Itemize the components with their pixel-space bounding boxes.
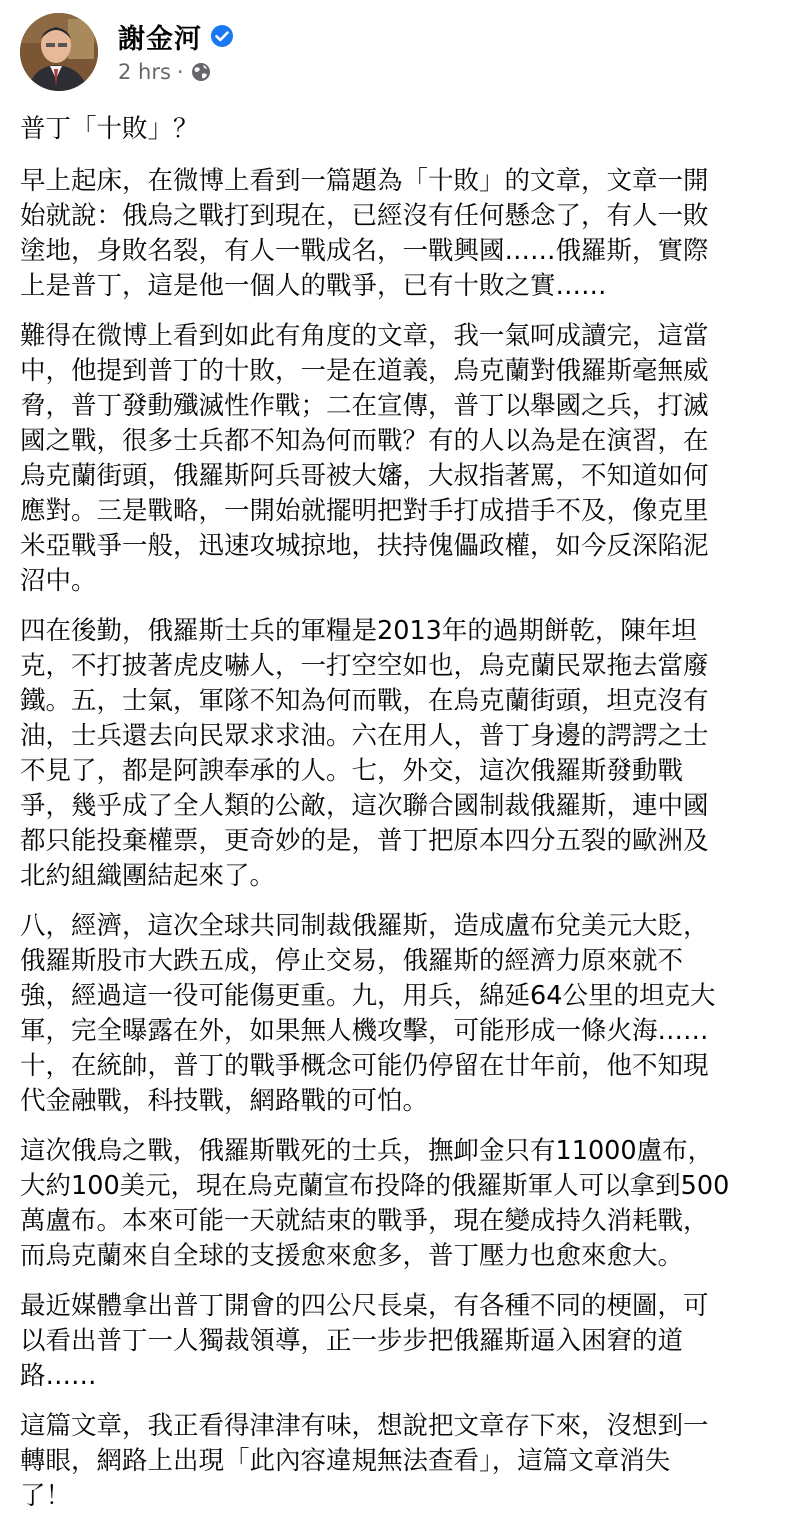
paragraph-7: 這篇文章，我正看得津津有味，想說把文章存下來，沒想到一 轉眼，網路上出現「此內容違規無法查看」，這篇文章消失 了！ bbox=[20, 1411, 709, 1511]
paragraph-2: 難得在微博上看到如此有角度的文章，我一氣呵成讀完，這當 中，他提到普丁的十敗，一是在道義，烏克蘭對俄羅斯毫無威 脅，普丁發動殲滅性作戰；二在宣傳，普丁以舉國之兵，打滅 國之戰，很多士兵都不知為何而戰？有的人以為是在演習，在 烏克蘭街頭，俄羅斯阿兵哥被大嬸，大叔指著罵，不知道如何 應對。三是戰略，一開始就擺明把對手打成措手不及，像克里 米亞戰爭一般，迅速攻城掠地，扶持傀儡政權，如今反深陷泥 沼中。 bbox=[20, 321, 709, 596]
post-header bbox=[20, 12, 234, 92]
post-body bbox=[20, 112, 790, 1529]
paragraph-1: 早上起床，在微博上看到一篇題為「十敗」的文章，文章一開 始就說：俄烏之戰打到現在，已經沒有任何懸念了，有人一敗 塗地，身敗名裂，有人一戰成名，一戰興國……俄羅斯，實際 上是普丁，這是他一個人的戰爭，已有十敗之實…… bbox=[20, 166, 709, 301]
paragraph-3: 四在後勤，俄羅斯士兵的軍糧是2013年的過期餅乾，陳年坦 克，不打披著虎皮嚇人，一打空空如也，烏克蘭民眾拖去當廢 鐵。五，士氣，軍隊不知為何而戰，在烏克蘭街頭，坦克沒有 油，士兵還去向民眾求求油。六在用人，普丁身邊的諤諤之士 不見了，都是阿諛奉承的人。七，外交，這次俄羅斯發動戰 爭，幾乎成了全人類的公敵，這次聯合國制裁俄羅斯，連中國 都只能投棄權票，更奇妙的是，普丁把原本四分五裂的歐洲及 北約組織團結起來了。 bbox=[20, 616, 709, 891]
post-title: 普丁「十敗」？ bbox=[20, 114, 199, 144]
paragraph-5: 這次俄烏之戰，俄羅斯戰死的士兵，撫卹金只有11000盧布， 大約100美元，現在烏克蘭宣布投降的俄羅斯軍人可以拿到500 萬盧布。本來可能一天就結束的戰爭，現在變成持久消耗戰， 而烏克蘭來自全球的支援愈來愈多，普丁壓力也愈來愈大。 bbox=[20, 1136, 730, 1271]
header-text bbox=[118, 16, 234, 88]
name-row bbox=[118, 16, 234, 56]
post-timestamp[interactable]: 2 hrs bbox=[118, 60, 171, 84]
author-name[interactable]: 謝金河 bbox=[118, 23, 202, 55]
paragraph-6: 最近媒體拿出普丁開會的四公尺長桌，有各種不同的梗圖，可 以看出普丁一人獨裁領導，正一步步把俄羅斯逼入困窘的道 路…… bbox=[20, 1291, 709, 1391]
globe-icon[interactable] bbox=[191, 62, 211, 82]
verified-badge-icon bbox=[210, 24, 234, 48]
post-meta bbox=[118, 56, 234, 88]
paragraph-4: 八，經濟，這次全球共同制裁俄羅斯，造成盧布兌美元大貶， 俄羅斯股市大跌五成，停止交易，俄羅斯的經濟力原來就不 強，經過這一役可能傷更重。九，用兵，綿延64公里的坦克大 軍，完全曝露在外，如果無人機攻擊，可能形成一條火海…… 十，在統帥，普丁的戰爭概念可能仍停留在廿年前，他不知現 代金融戰，科技戰，網路戰的可怕。 bbox=[20, 911, 716, 1116]
avatar-photo bbox=[20, 13, 98, 91]
avatar[interactable] bbox=[20, 13, 98, 91]
meta-separator: · bbox=[176, 60, 184, 84]
